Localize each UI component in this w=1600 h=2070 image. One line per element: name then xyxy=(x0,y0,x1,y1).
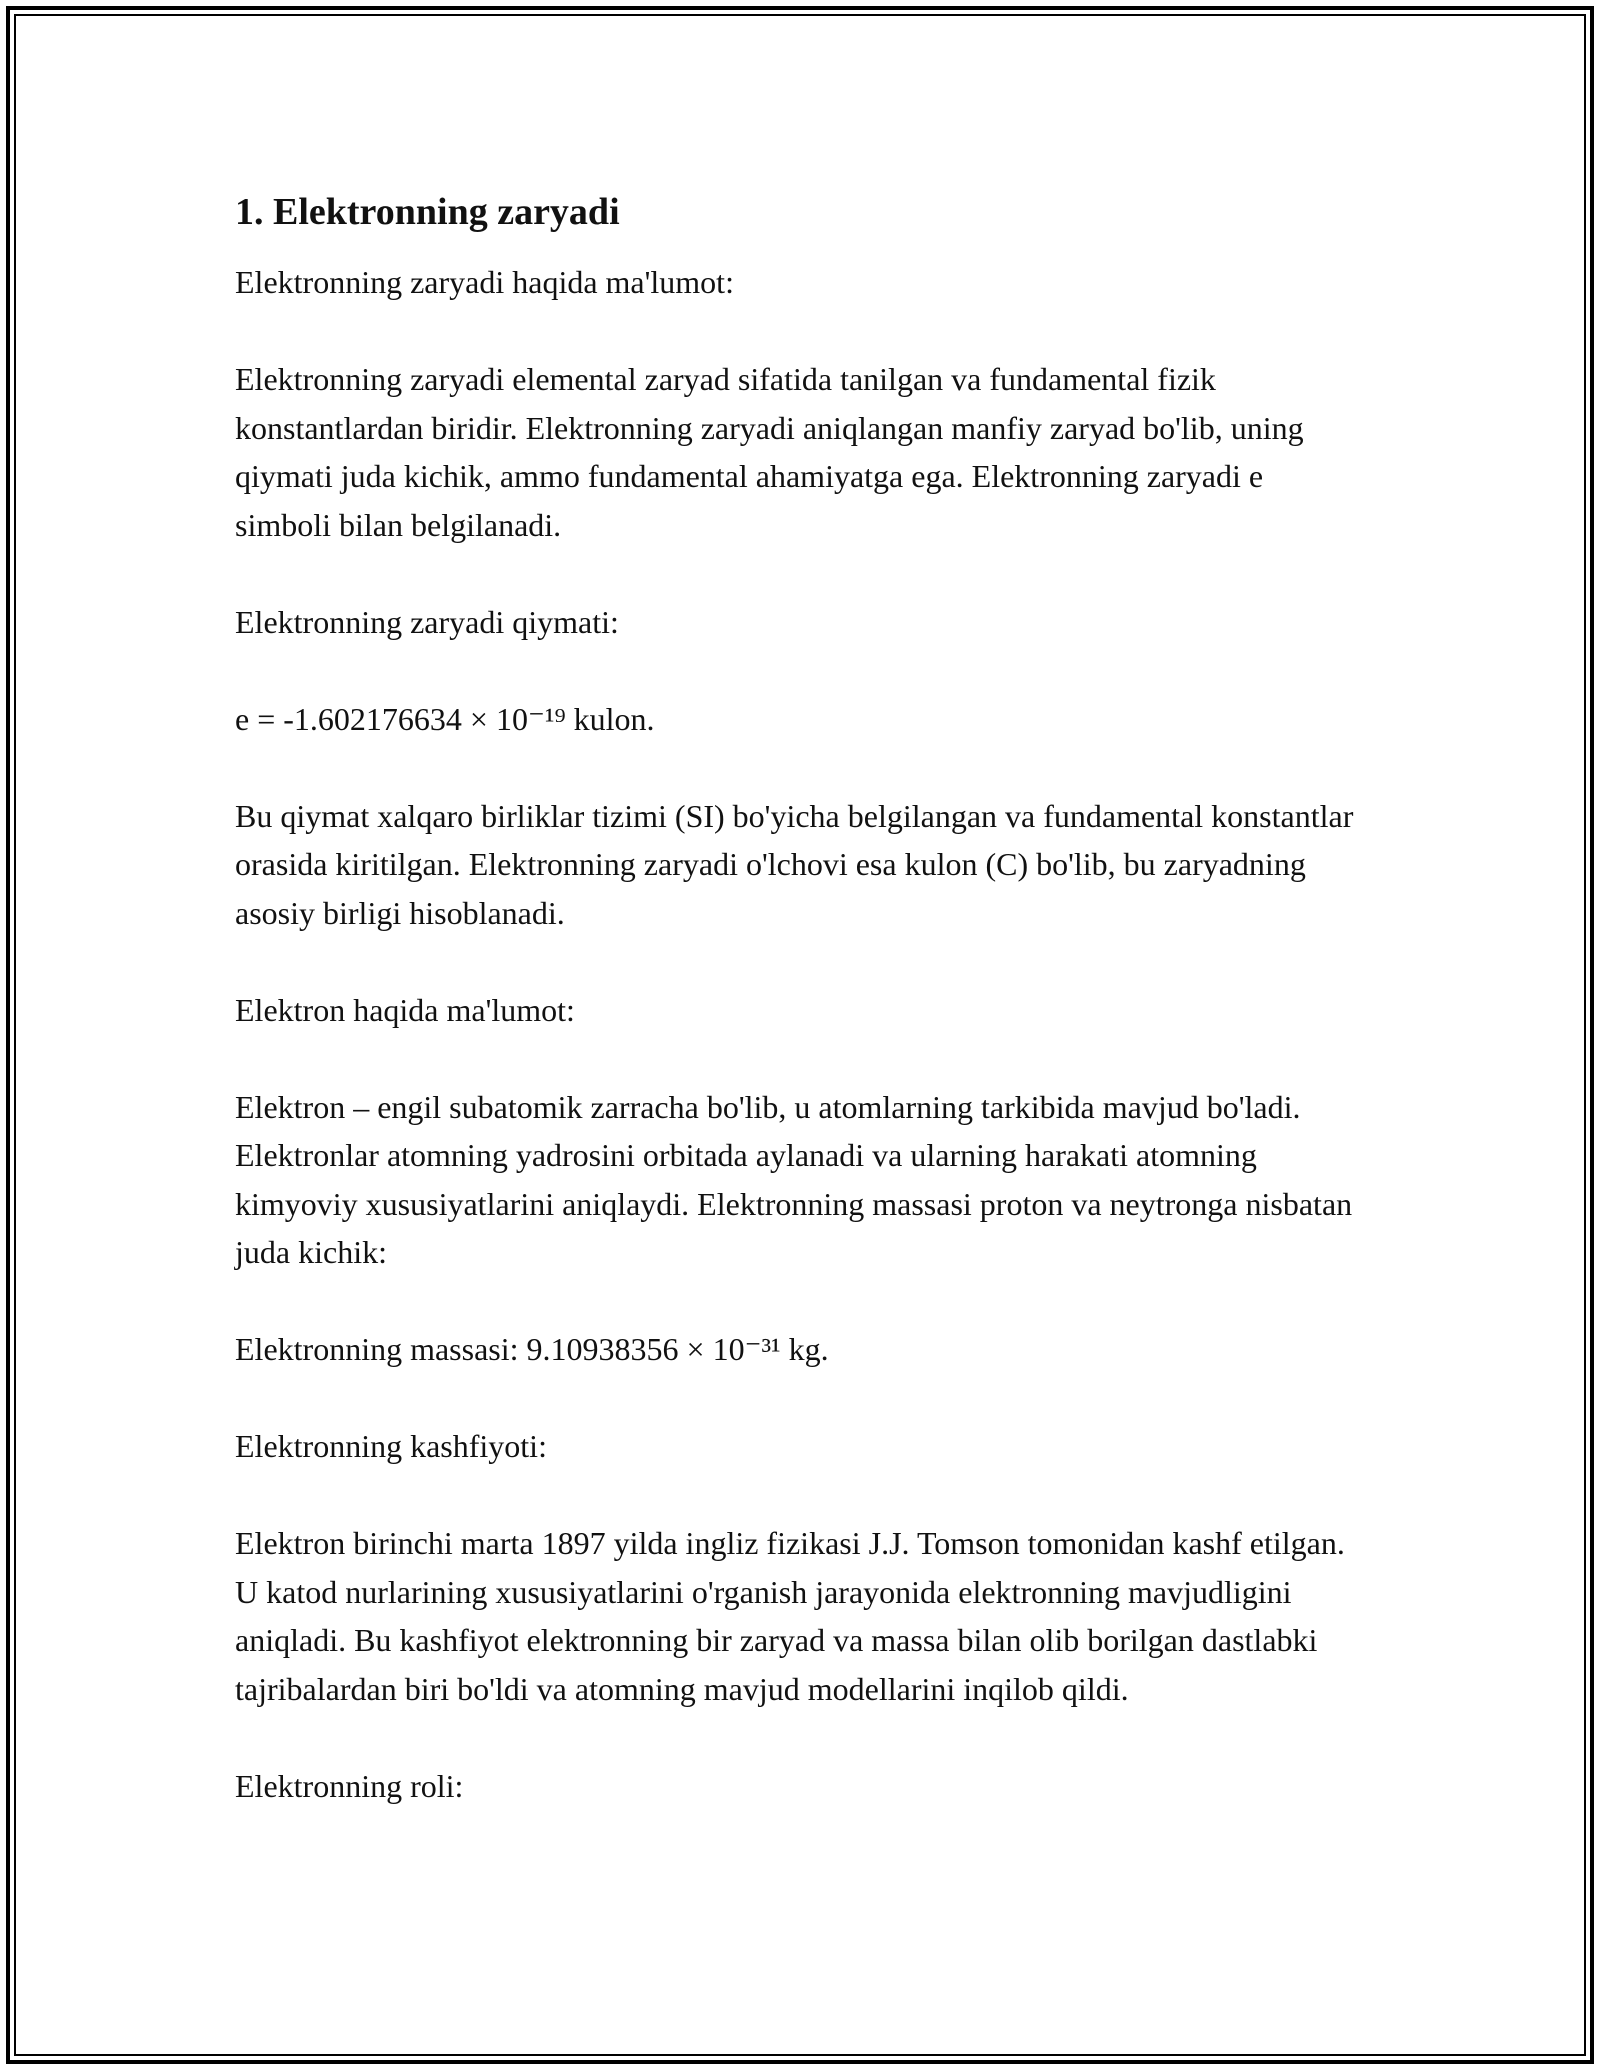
paragraph-charge-description: Elektronning zaryadi elemental zaryad sifatida tanilgan va fundamental fizik konstantlardan biridir. Elektronning zaryadi aniqlangan manfiy zaryad bo'lib, uning qiymati juda kichik, ammo fundamental ahamiyatga ega. Elektronning zaryadi e simboli bilan belgilanadi. xyxy=(235,361,1304,543)
paragraph-electron-heading: Elektron haqida ma'lumot: xyxy=(235,991,575,1028)
paragraph-discovery-heading: Elektronning kashfiyoti: xyxy=(235,1428,547,1464)
section-title: 1. Elektronning zaryadi xyxy=(235,191,620,233)
paragraph-si-units: Bu qiymat xalqaro birliklar tizimi (SI) bo'yicha belgilangan va fundamental konstantlar orasida kiritilgan. Elektronning zaryadi o'lchovi esa kulon (C) bo'lib, bu zaryadning asosiy birligi hisoblanadi. xyxy=(235,797,1354,931)
paragraph-charge-value-formula: e = -1.602176634 × 10⁻¹⁹ kulon. xyxy=(235,700,655,737)
paragraph-intro-charge: Elektronning zaryadi haqida ma'lumot: xyxy=(235,264,734,300)
paragraph-charge-value-heading: Elektronning zaryadi qiymati: xyxy=(235,603,619,640)
paragraph-electron-description: Elektron – engil subatomik zarracha bo'lib, u atomlarning tarkibida mavjud bo'ladi. Elektronlar atomning yadrosini orbitada aylanadi va ularning harakati atomning kimyoviy xususiyatlarini aniqlaydi. Elektronning massasi proton va neytronga nisbatan juda kichik: xyxy=(235,1088,1353,1270)
paragraph-electron-mass: Elektronning massasi: 9.10938356 × 10⁻³¹ kg. xyxy=(235,1331,829,1367)
document-body xyxy=(235,186,1365,1810)
paragraph-discovery-description: Elektron birinchi marta 1897 yilda ingliz fizikasi J.J. Tomson tomonidan kashf etilgan. U katod nurlarining xususiyatlarini o'rganish jarayonida elektronning mavjudligini aniqladi. Bu kashfiyot elektronning bir zaryad va massa bilan olib borilgan dastlabki tajribalardan biri bo'ldi va atomning mavjud modellarini inqilob qildi. xyxy=(235,1525,1345,1707)
paragraph-role-heading: Elektronning roli: xyxy=(235,1767,464,1804)
